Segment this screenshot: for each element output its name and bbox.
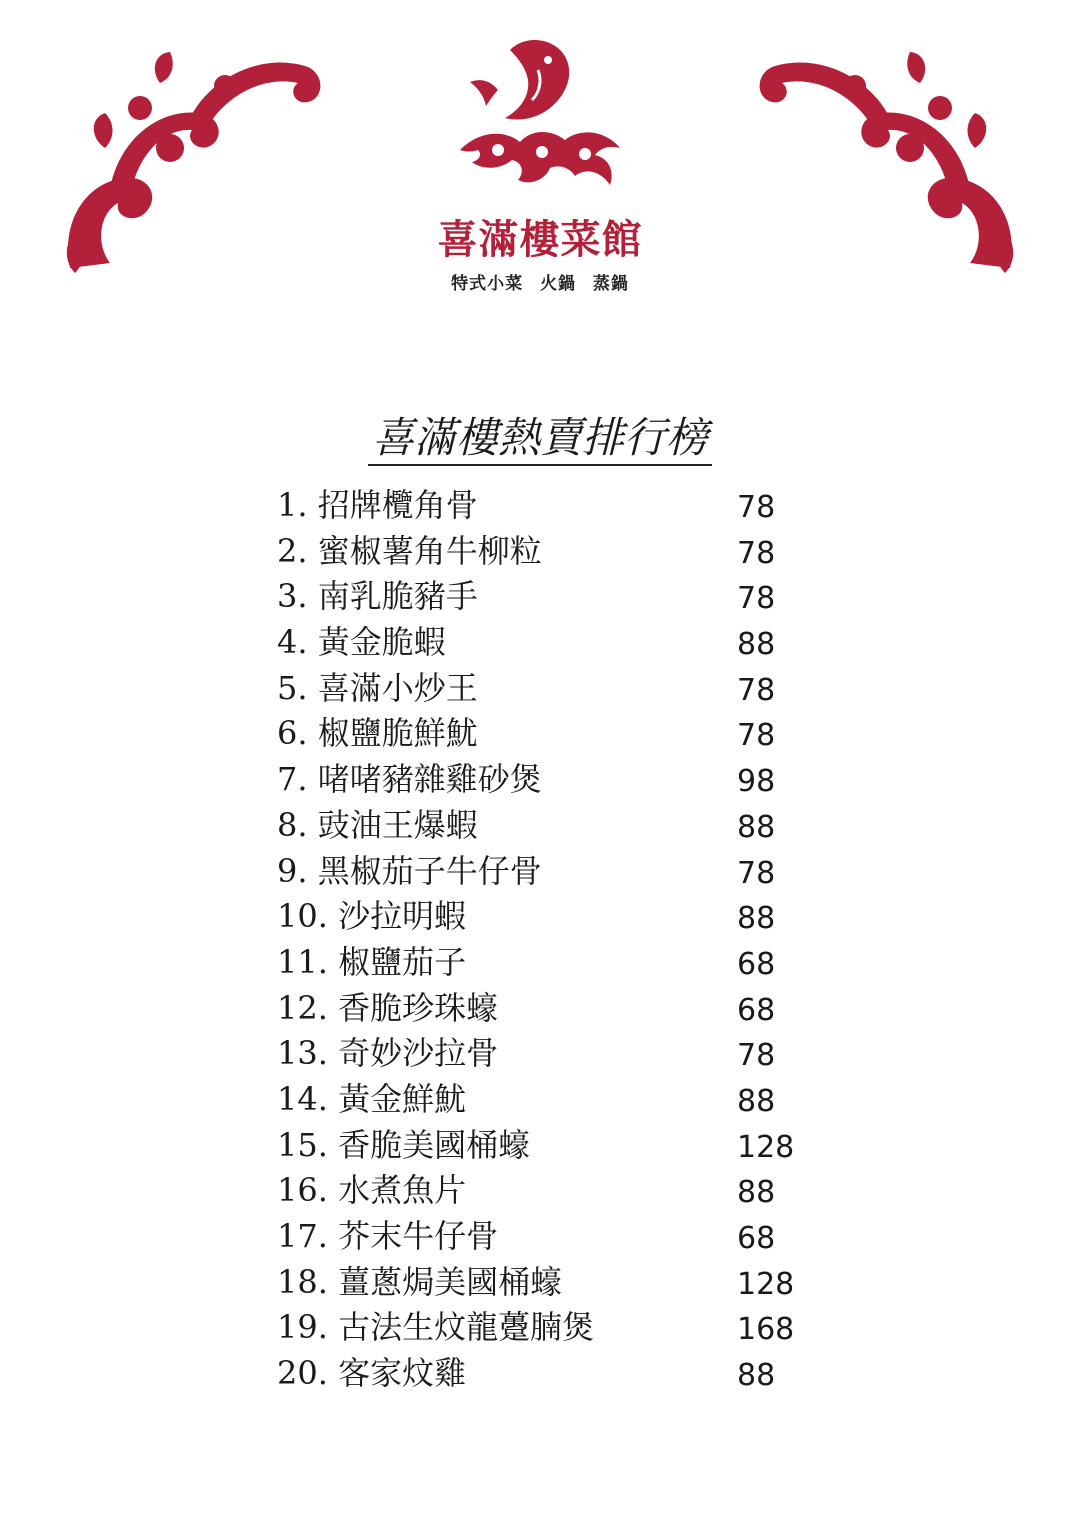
item-name: 2. 蜜椒薯角牛柳粒 bbox=[277, 531, 542, 570]
item-name: 5. 喜滿小炒王 bbox=[277, 668, 478, 707]
menu-title-text: 喜滿樓熱賣排行榜 bbox=[368, 413, 712, 466]
item-name: 1. 招牌欖角骨 bbox=[277, 486, 478, 524]
menu-list bbox=[277, 483, 837, 1397]
item-name: 14. 黃金鮮魷 bbox=[277, 1079, 467, 1118]
menu-item bbox=[277, 1031, 837, 1077]
item-price: 78 bbox=[737, 718, 776, 754]
item-price: 68 bbox=[737, 946, 776, 982]
item-price: 88 bbox=[737, 1175, 776, 1211]
item-name: 17. 芥末牛仔骨 bbox=[277, 1217, 499, 1255]
item-name: 16. 水煮魚片 bbox=[277, 1171, 467, 1210]
menu-item bbox=[277, 894, 837, 940]
item-name: 4. 黃金脆蝦 bbox=[277, 623, 446, 662]
item-price: 88 bbox=[737, 627, 776, 663]
menu-item bbox=[277, 574, 837, 620]
menu-item bbox=[277, 1168, 837, 1214]
restaurant-logo bbox=[0, 30, 1080, 294]
menu-item bbox=[277, 529, 837, 575]
item-price: 88 bbox=[737, 1358, 776, 1394]
item-name: 18. 薑蔥焗美國桶蠔 bbox=[277, 1262, 563, 1301]
item-name: 20. 客家炆雞 bbox=[277, 1354, 467, 1393]
item-name: 10. 沙拉明蝦 bbox=[277, 897, 467, 936]
menu-item bbox=[277, 483, 837, 529]
menu-item bbox=[277, 757, 837, 803]
menu-item bbox=[277, 803, 837, 849]
menu-item bbox=[277, 849, 837, 895]
item-price: 128 bbox=[737, 1129, 795, 1165]
item-name: 6. 椒鹽脆鮮魷 bbox=[277, 714, 478, 753]
menu-title bbox=[0, 405, 1080, 465]
brand-name: 喜滿樓菜館 bbox=[437, 217, 643, 263]
menu-item bbox=[277, 666, 837, 712]
menu-item bbox=[277, 940, 837, 986]
item-name: 3. 南乳脆豬手 bbox=[277, 577, 478, 616]
menu-item bbox=[277, 986, 837, 1032]
item-price: 68 bbox=[737, 1221, 776, 1256]
item-price: 88 bbox=[737, 901, 776, 937]
menu-item bbox=[277, 711, 837, 757]
menu-item bbox=[277, 1305, 837, 1351]
menu-item bbox=[277, 620, 837, 666]
item-price: 78 bbox=[737, 1038, 776, 1074]
item-price: 128 bbox=[737, 1266, 795, 1302]
item-price: 88 bbox=[737, 809, 776, 845]
item-price: 78 bbox=[737, 535, 776, 571]
item-price: 168 bbox=[737, 1312, 795, 1348]
item-price: 78 bbox=[737, 672, 776, 708]
item-name: 7. 啫啫豬雜雞砂煲 bbox=[277, 760, 542, 799]
brand-tagline: 特式小菜 火鍋 蒸鍋 bbox=[451, 274, 629, 294]
item-name: 11. 椒鹽茄子 bbox=[277, 942, 467, 981]
item-price: 78 bbox=[737, 855, 776, 891]
item-price: 68 bbox=[737, 992, 776, 1028]
fish-logo-icon bbox=[450, 30, 630, 200]
item-price: 98 bbox=[737, 764, 776, 800]
item-name: 12. 香脆珍珠蠔 bbox=[277, 988, 499, 1027]
item-name: 8. 豉油王爆蝦 bbox=[277, 805, 478, 844]
item-name: 19. 古法生炆龍躉腩煲 bbox=[277, 1308, 595, 1347]
item-name: 15. 香脆美國桶蠔 bbox=[277, 1125, 531, 1164]
menu-item bbox=[277, 1351, 837, 1397]
item-price: 78 bbox=[737, 490, 776, 525]
menu-item bbox=[277, 1123, 837, 1169]
item-name: 13. 奇妙沙拉骨 bbox=[277, 1034, 499, 1073]
item-price: 88 bbox=[737, 1083, 776, 1119]
menu-item bbox=[277, 1214, 837, 1260]
item-price: 78 bbox=[737, 581, 776, 617]
menu-item bbox=[277, 1260, 837, 1306]
item-name: 9. 黑椒茄子牛仔骨 bbox=[277, 851, 542, 890]
menu-item bbox=[277, 1077, 837, 1123]
